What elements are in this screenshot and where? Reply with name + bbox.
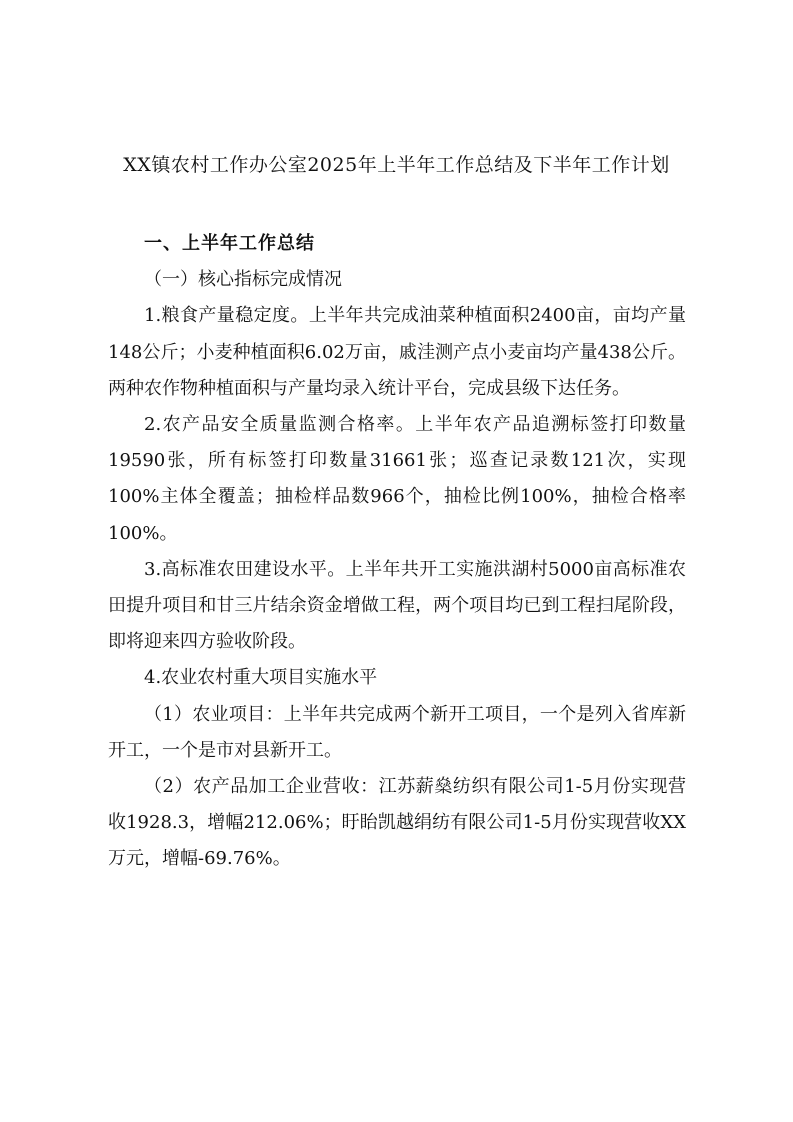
paragraph-major-projects: 4.农业农村重大项目实施水平 bbox=[144, 667, 378, 689]
paragraph-processing-revenue: （2）农产品加工企业营收：江苏薪燊纺织有限公司1-5月份实现营收1928.3，增幅212.06%；盱眙凯越绢纺有限公司1-5月份实现营收XX万元，增幅-69.76%。 bbox=[108, 776, 686, 870]
subsection-heading: （一）核心指标完成情况 bbox=[144, 269, 342, 291]
paragraph-product-safety: 2.农产品安全质量监测合格率。上半年农产品追溯标签打印数量19590张，所有标签打印数量31661张；巡查记录数121次，实现100%主体全覆盖；抽检样品数966个，抽检比例100%，抽检合格率100%。 bbox=[108, 414, 686, 544]
paragraph-grain-output: 1.粮食产量稳定度。上半年共完成油菜种植面积2400亩，亩均产量148公斤；小麦种植面积6.02万亩，戚洼测产点小麦亩均产量438公斤。两种农作物种植面积与产量均录入统计平台，完成县级下达任务。 bbox=[108, 305, 686, 399]
document-body bbox=[108, 226, 686, 878]
paragraph-agri-projects: （1）农业项目：上半年共完成两个新开工项目，一个是列入省库新开工，一个是市对县新开工。 bbox=[108, 703, 686, 761]
section-heading: 一、上半年工作总结 bbox=[144, 233, 315, 254]
paragraph-farmland: 3.高标准农田建设水平。上半年共开工实施洪湖村5000亩高标准农田提升项目和甘三片结余资金增做工程，两个项目均已到工程扫尾阶段，即将迎来四方验收阶段。 bbox=[108, 558, 686, 653]
document-title: XX镇农村工作办公室2025年上半年工作总结及下半年工作计划 bbox=[123, 154, 670, 176]
